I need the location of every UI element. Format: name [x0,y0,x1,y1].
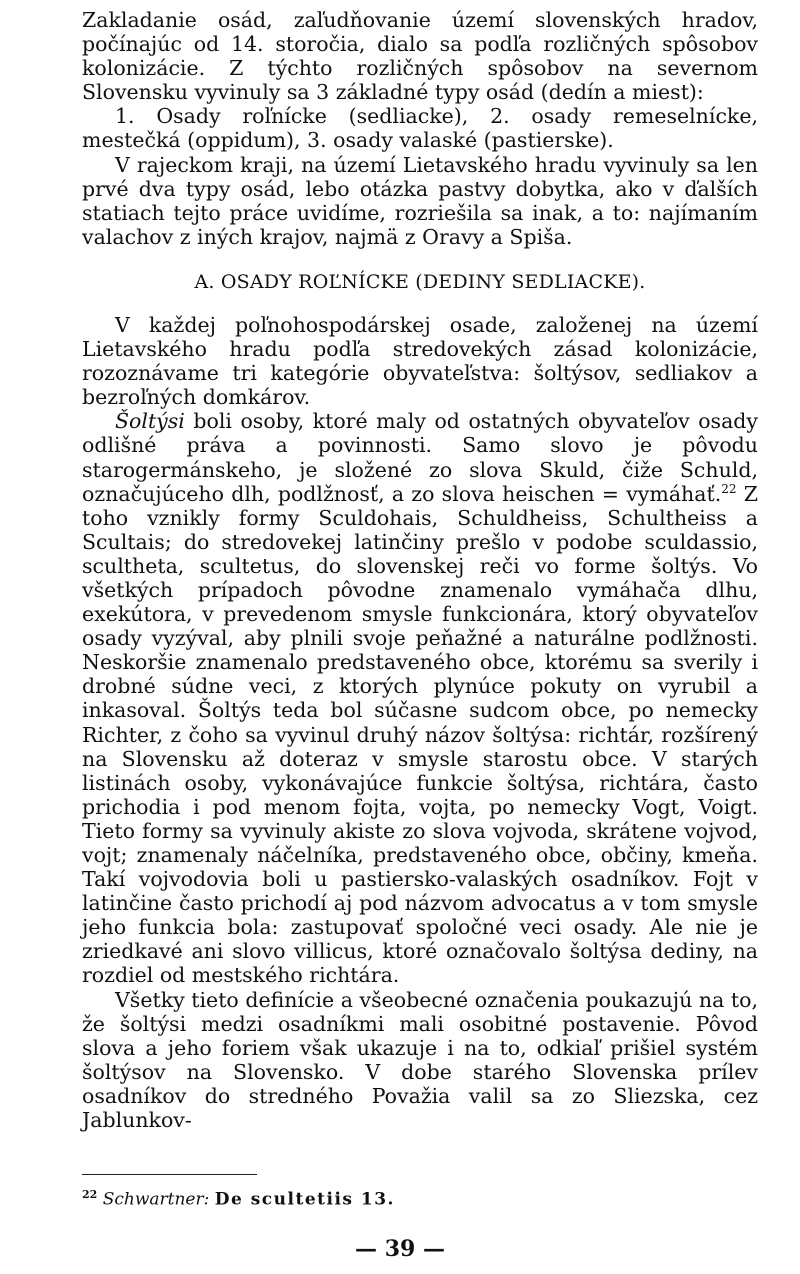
footnote-author: Schwartner: [102,1189,210,1210]
footnote [82,1188,758,1210]
term-soltysi: Šoltýsi [115,409,185,434]
paragraph-definitions: Všetky tieto definície a všeobecné označenia poukazujú na to, že šoltýsi medzi osadníkmi mali osobitné postavenie. Pôvod slova a jeho foriem však ukazuje i na to, odkiaľ prišiel systém šoltýsov na Slovensko. V dobe starého Slovenska prílev osadníkov do stredného Považia valil sa zo Sliezska, cez Jablunkov- [82,987,758,1133]
section-heading: A. OSADY ROĽNÍCKE (DEDINY SEDLIACKE). [194,270,646,293]
paragraph-soltys-part-b: Z toho vznikly formy Sculdohais, Schuldheiss, Schultheiss a Scultais; do stredovekej latinčiny prešlo v podobe sculdassio, scultheta, scultetus, do slovenskej reči vo forme šoltýs. Vo všetkých prípadoch pôvodne znamenalo vymáhača dlhu, exekútora, v prevedenom smysle funkcionára, ktorý obyvateľov osady vyzýval, aby plnili svoje peňažné a naturálne podlžnosti. Neskoršie znamenalo predstaveného obce, ktorému sa sverily i drobné súdne veci, z ktorých plynúce pokuty on vyrubil a inkasoval. Šoltýs teda bol súčasne sudcom obce, po nemecky Richter, z čoho sa vyvinul druhý názov šoltýsa: richtár, rozšírený na Slovensku až doteraz v smysle starostu obce. V starých listinách osoby, vykonávajúce funkcie šoltýsa, richtára, často prichodia i pod menom fojta, vojta, po nemecky Vogt, Voigt. Tieto formy sa vyvinuly akiste zo slova vojvoda, skrátene vojvod, vojt; znamenaly náčelníka, predstaveného obce, občiny, kmeňa. Takí vojvodovia boli u pastiersko-valaských osadníkov. Fojt v latinčine často prichodí aj pod názvom advocatus a v tom smysle jeho funkcia bola: zastupovať spoločné veci osady. Ale nie je zriedkavé ani slovo villicus, ktoré označovalo šoltýsa dediny, na rozdiel od mestského richtára. [82,481,758,988]
footnote-mark: 22 [82,1188,98,1201]
footnote-reference[interactable]: 22 [721,481,737,496]
footnote-title: De scultetiis 13. [214,1189,395,1210]
paragraph-population-categories: V každej poľnohospodárskej osade, založenej na území Lietavského hradu podľa stredovekých zásad kolonizácie, rozoznávame tri kategórie obyvateľstva: šoltýsov, sedliakov a bezroľných domkárov. [82,312,758,410]
paragraph-intro: Zakladanie osád, zaľudňovanie území slovenských hradov, počínajúc od 14. storočia, dialo sa podľa rozličných spôsobov kolonizácie. Z týchto rozličných spôsobov na severnom Slovensku vyvinuly sa 3 základné typy osád (dedín a miest): [82,8,758,105]
page-number: — 39 — [355,1236,445,1262]
paragraph-rajec-region: V rajeckom kraji, na území Lietavského hradu vyvinuly sa len prvé dva typy osád, lebo otázka pastvy dobytka, ako v ďalších statiach tejto práce uvidíme, rozriešila sa inak, a to: najímaním valachov z iných krajov, najmä z Oravy a Spiša. [82,152,758,249]
paragraph-types-list: 1. Osady roľnícke (sedliacke), 2. osady remeselnícke, mestečká (oppidum), 3. osady valaské (pastierske). [82,104,758,153]
paragraph-soltys-part-a: boli osoby, ktoré maly od ostatných obyvateľov osady odlišné práva a povinnosti. Samo slovo je pôvodu starogermánskeho, je složené zo slova Skuld, čiže Schuld, označujúceho dlh, podlžnosť, a zo slova heischen = vymáhať. [82,409,758,506]
paragraph-soltys [82,409,758,987]
page-body [82,8,758,1132]
footnote-divider [82,1174,257,1175]
